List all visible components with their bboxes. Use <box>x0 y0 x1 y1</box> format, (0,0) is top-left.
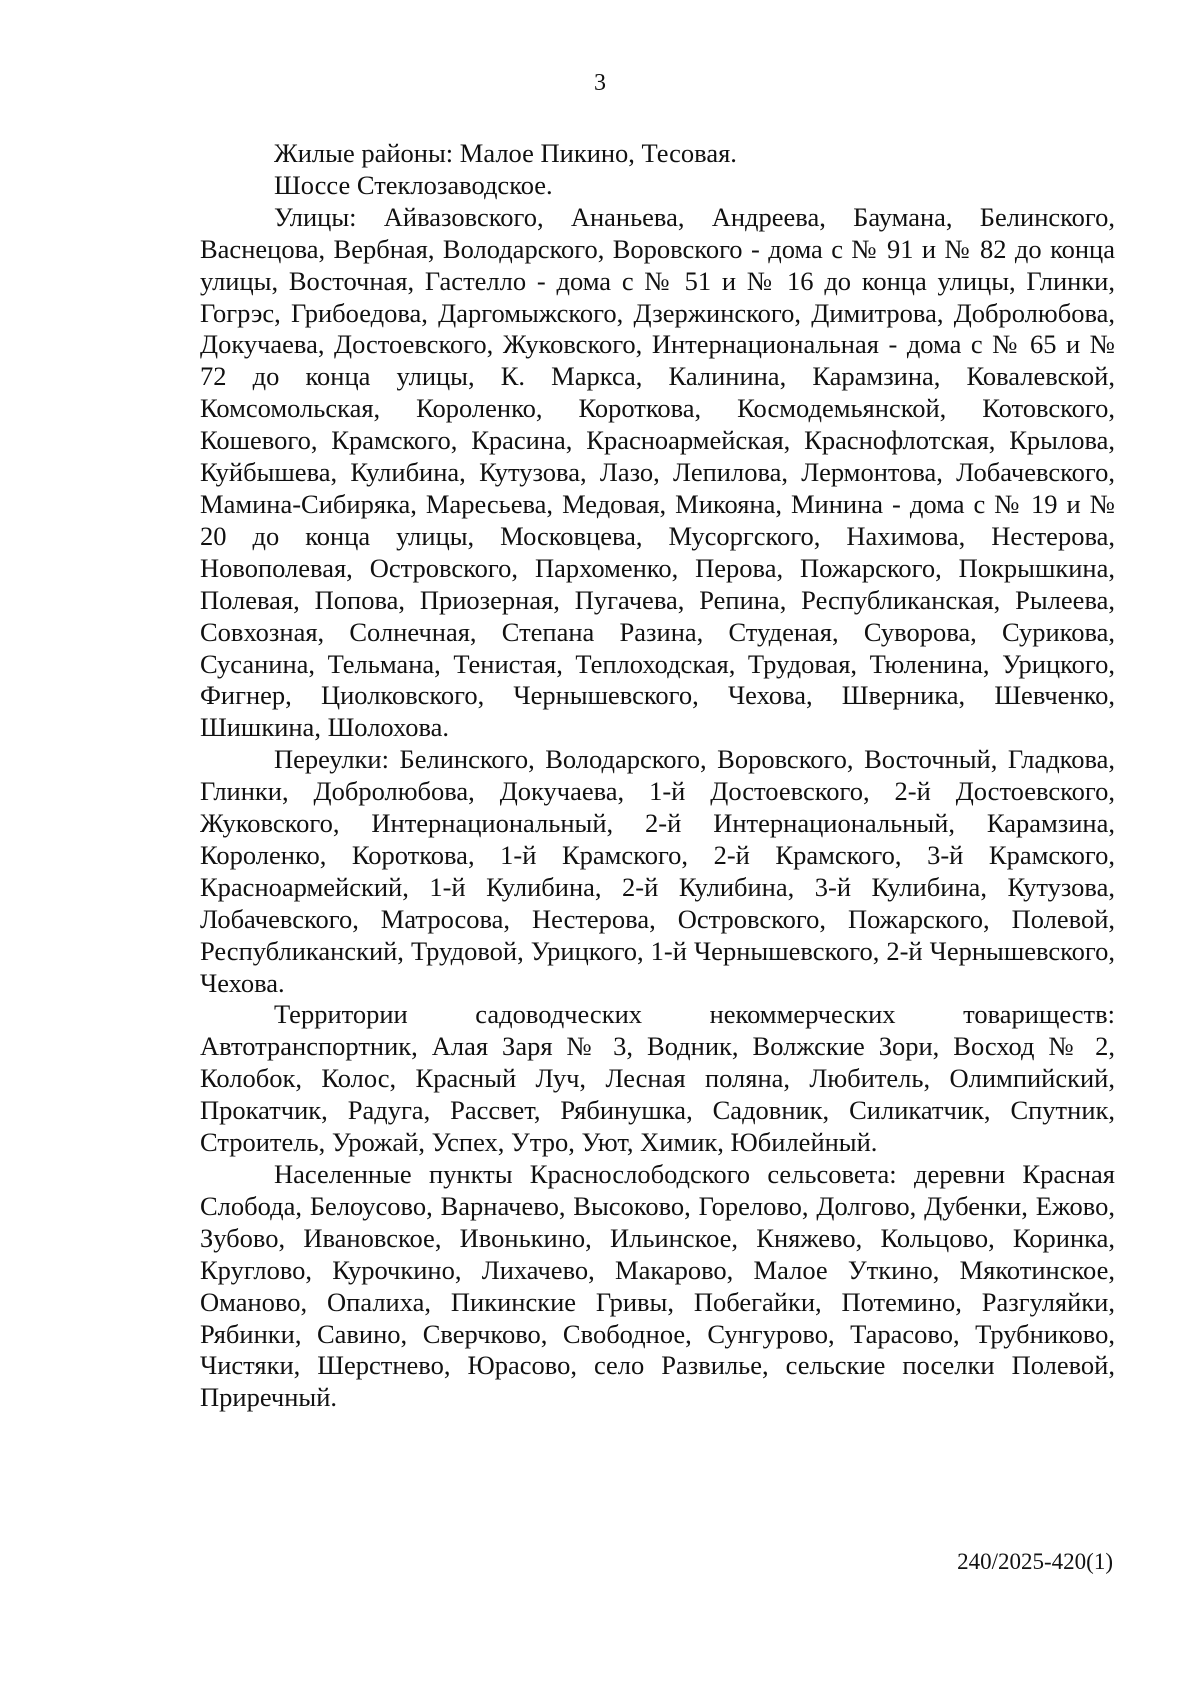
page-number: 3 <box>594 70 606 96</box>
paragraph-highway: Шоссе Стеклозаводское. <box>274 169 553 200</box>
paragraph-residential-districts: Жилые районы: Малое Пикино, Тесовая. <box>274 138 737 168</box>
document-code: 240/2025-420(1) <box>957 1549 1113 1574</box>
paragraph-streets: Улицы: Айвазовского, Ананьева, Андреева, Баумана, Белинского, Васнецова, Вербная, Володарского, Воровского - дома с № 91 и № 82 до конца улицы, Восточная, Гастелло - дома с № 51 и № 16 до конца улицы, Глинки, Гогрэс, Грибоедова, Даргомыжского, Дзержинского, Димитрова, Добролюбова, Докучаева, Достоевского, Жуковского, Интернациональная - дома с № 65 и № 72 до конца улицы, К. Маркса, Калинина, Карамзина, Ковалевской, Комсомольская, Короленко, Короткова, Космодемьянской, Котовского, Кошевого, Крамского, Красина, Красноармейская, Краснофлотская, Крылова, Куйбышева, Кулибина, Кутузова, Лазо, Лепилова, Лермонтова, Лобачевского, Мамина-Сибиряка, Маресьева, Медовая, Микояна, Минина - дома с № 19 и № 20 до конца улицы, Московцева, Мусоргского, Нахимова, Нестерова, Новополевая, Островского, Пархоменко, Перова, Пожарского, Покрышкина, Полевая, Попова, Приозерная, Пугачева, Репина, Республиканская, Рылеева, Совхозная, Солнечная, Степана Разина, Студеная, Суворова, Сурикова, Сусанина, Тельмана, Тенистая, Теплоходская, Трудовая, Тюленина, Урицкого, Фигнер, Циолковского, Чернышевского, Чехова, Шверника, Шевченко, Шишкина, Шолохова. <box>200 201 1115 743</box>
paragraph-garden-territories: Территории садоводческих некоммерческих товариществ: Автотранспортник, Алая Заря № 3, Водник, Волжские Зори, Восход № 2, Колобок, Колос, Красный Луч, Лесная поляна, Любитель, Олимпийский, Прокатчик, Радуга, Рассвет, Рябинушка, Садовник, Силикатчик, Спутник, Строитель, Урожай, Успех, Утро, Уют, Химик, Юбилейный. <box>200 999 1115 1158</box>
document-body <box>200 138 1115 1414</box>
paragraph-settlements: Населенные пункты Краснослободского сельсовета: деревни Красная Слобода, Белоусово, Варначево, Высоково, Горелово, Долгово, Дубенки, Ежово, Зубово, Ивановское, Ивонькино, Ильинское, Княжево, Кольцово, Коринка, Круглово, Курочкино, Лихачево, Макарово, Малое Уткино, Мякотинское, Оманово, Опалиха, Пикинские Гривы, Побегайки, Потемино, Разгуляйки, Рябинки, Савино, Сверчково, Свободное, Сунгурово, Тарасово, Трубниково, Чистяки, Шерстнево, Юрасово, село Развилье, сельские поселки Полевой, Приречный. <box>200 1159 1115 1413</box>
paragraph-lanes: Переулки: Белинского, Володарского, Воровского, Восточный, Гладкова, Глинки, Добролюбова, Докучаева, 1-й Достоевского, 2-й Достоевского, Жуковского, Интернациональный, 2-й Интернациональный, Карамзина, Короленко, Короткова, 1-й Крамского, 2-й Крамского, 3-й Крамского, Красноармейский, 1-й Кулибина, 2-й Кулибина, 3-й Кулибина, Кутузова, Лобачевского, Матросова, Нестерова, Островского, Пожарского, Полевой, Республиканский, Трудовой, Урицкого, 1-й Чернышевского, 2-й Чернышевского, Чехова. <box>200 744 1115 998</box>
